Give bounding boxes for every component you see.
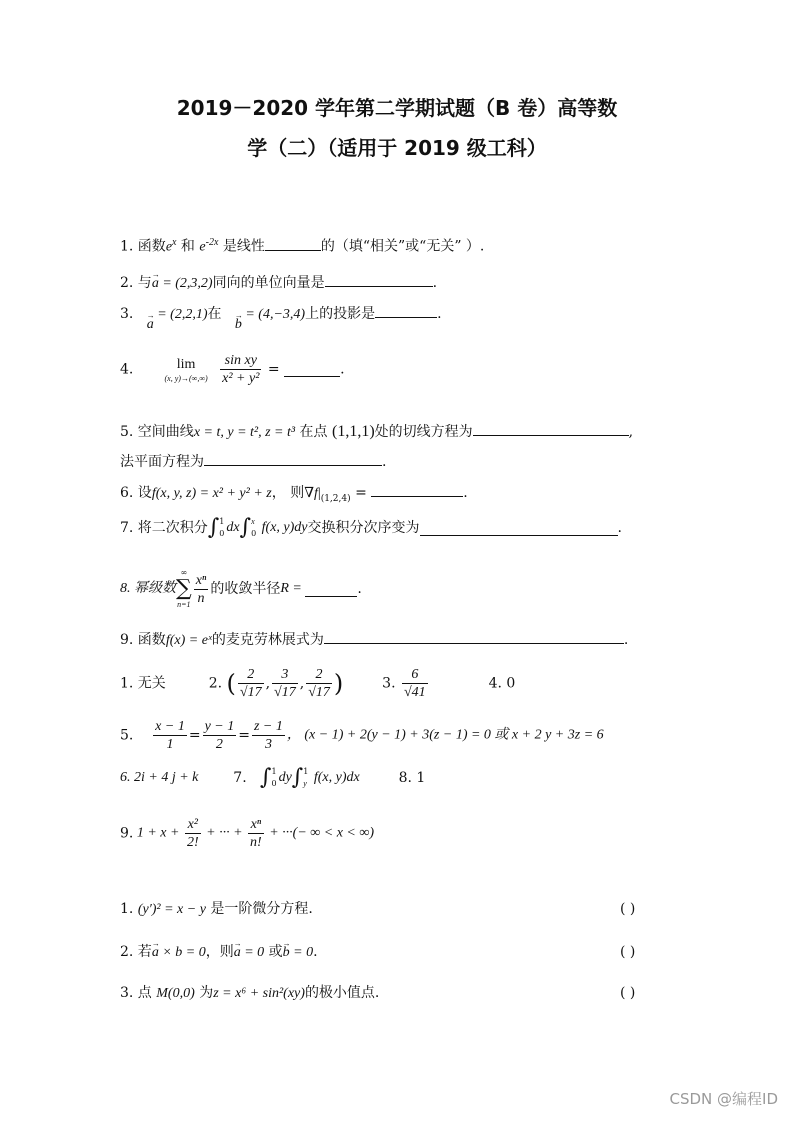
question-4: 4. lim (x, y)→(∞,∞) $\frac{\text{sin xy}}{\text{x² + y²}}$ = . <box>120 353 345 386</box>
exam-title-line1: 2019－2020 学年第二学期试题（B 卷）高等数 <box>176 96 618 120</box>
answer-bracket-3[interactable]: ( ) <box>620 985 636 1001</box>
limit-operator: lim (x, y)→(∞,∞) <box>164 356 208 383</box>
answer-blank[interactable] <box>420 521 618 536</box>
true-false-2: 2. 若→ a × b = 0，则→ a = 0 或→ b = 0. <box>120 942 318 963</box>
question-6: 6. 设f(x, y, z) = x² + y² + z， 则$\nabla f|_{(1,2,4)}$ = . <box>120 482 468 509</box>
answers-row-1: 1. 无关 2. ( $\frac{2}{√17}$ , $\frac{3}{√17}$ , $\frac{2}{√17}$ ) 3. $\frac{6}{√41}$ 4. 0 <box>120 667 516 700</box>
answers-row-5: 5. $\frac{x - 1}{1}$ = $\frac{y - 1}{2}$ = $\frac{z - 1}{3}$ ， (x − 1) + 2(y − 1) + 3(z − 1) = 0 或 x + 2 y + 3z = 6 <box>120 719 604 752</box>
answer-blank[interactable] <box>375 303 437 318</box>
answer-blank[interactable] <box>371 482 463 497</box>
answer-blank[interactable] <box>324 629 624 644</box>
question-1: 1. 函数$e^x$ 和 $e^{-2x}$ 是线性 的（填“相关”或“无关” ）. <box>120 237 485 255</box>
true-false-3: 3. 点 M(0,0) 为z = x⁶ + sin²(xy)的极小值点. <box>120 985 380 1001</box>
answer-blank[interactable] <box>473 421 629 436</box>
answer-bracket-1[interactable]: ( ) <box>620 901 636 917</box>
answer-blank[interactable] <box>325 272 433 287</box>
answers-row-6: 6. 2i + 4 j + k 7. ∫ 1 0 dy∫ 1 y f(x, y)dx 8. 1 <box>120 765 426 790</box>
answer-bracket-2[interactable]: ( ) <box>620 944 636 960</box>
question-5: 5. 空间曲线x = t, y = t², z = t³ 在点 (1,1,1)处的切线方程为 , <box>120 423 634 440</box>
exam-title-line2: 学（二）（适用于 2019 级工科） <box>247 136 547 160</box>
fraction: $\frac{\text{xⁿ}}{n}$ <box>195 572 207 606</box>
answer-blank[interactable] <box>305 582 357 597</box>
answer-blank[interactable] <box>265 236 321 251</box>
question-9: 9. 函数f(x) = eˣ的麦克劳林展式为 . <box>120 629 628 651</box>
answer-blank[interactable] <box>284 362 340 377</box>
question-2: 2. 与→ a = (2,3,2)同向的单位向量是 . <box>120 272 437 294</box>
fraction: $\frac{\text{sin xy}}{\text{x² + y²}}$ <box>222 353 260 386</box>
true-false-1: 1. (y′)² = x − y 是一阶微分方程. <box>120 901 313 917</box>
question-3: 3. → a = (2,2,1)在 → b = (4,−3,4)上的投影是 . <box>120 303 442 325</box>
question-5-line2: 法平面方程为 . <box>120 451 386 472</box>
question-7: 7. 将二次积分∫ 1 0 dx∫ x 0 f(x, y)dy交换积分次序变为 . <box>120 515 622 540</box>
question-8: 8. 幂级数 ∞ ∑ n=1 $\frac{\text{xⁿ}}{n}$ 的收敛半径R = . <box>120 568 362 609</box>
answer-blank[interactable] <box>204 451 382 466</box>
csdn-watermark: CSDN @编程ID <box>669 1090 778 1108</box>
sum-operator: ∞ ∑ n=1 <box>176 568 192 609</box>
answers-row-9: 9. 1 + x + $\frac{\text{x²}}{2!}$ + ··· + $\frac{\text{xⁿ}}{n!}$ + ···(− ∞ < x < ∞) <box>120 817 375 850</box>
